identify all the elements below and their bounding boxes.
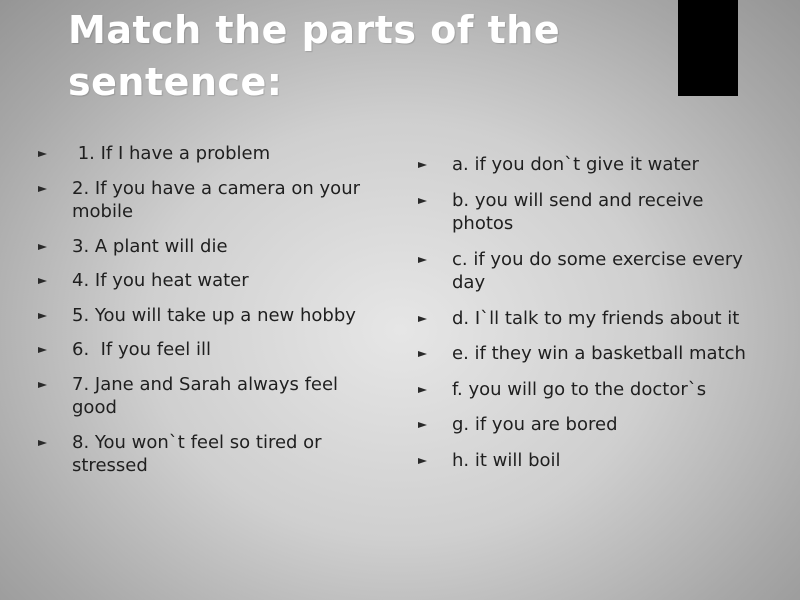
triangle-bullet-icon [38,382,47,388]
triangle-bullet-icon [418,458,427,464]
list-item [38,269,383,293]
list-item-text: a. if you don`t give it water [452,154,699,175]
triangle-bullet-icon [38,278,47,284]
list-item [38,177,383,224]
list-item-text: d. I`ll talk to my friends about it [452,307,740,329]
list-item [418,342,763,366]
triangle-bullet-icon [418,422,427,428]
triangle-bullet-icon [418,162,427,168]
slide-title-line1: Match the parts of the [68,8,561,52]
list-item-text: 1. If I have a problem [72,143,271,164]
list-item [38,338,383,362]
list-item [418,413,763,437]
list-item [418,153,763,177]
list-item-text: 2. If you have a camera on your mobile [72,177,360,222]
right-column-list [418,153,763,484]
list-item-text: 4. If you heat water [72,270,249,291]
list-item-text: b. you will send and receive photos [452,189,704,234]
list-item-text: c. if you do some exercise every day [452,248,743,293]
slide-title [68,4,608,108]
list-item [418,248,763,295]
list-item [418,307,763,331]
list-item [38,373,383,420]
list-item-text: g. if you are bored [452,414,618,435]
triangle-bullet-icon [418,257,427,263]
list-item-text: 3. A plant will die [72,235,228,257]
left-column-list [38,142,383,489]
list-item [38,235,383,259]
triangle-bullet-icon [38,440,47,446]
list-item [418,189,763,236]
triangle-bullet-icon [418,198,427,204]
list-item [38,304,383,328]
triangle-bullet-icon [418,351,427,357]
triangle-bullet-icon [38,244,47,250]
triangle-bullet-icon [418,387,427,393]
list-item-text: 7. Jane and Sarah always feel good [72,373,339,418]
list-item-text: 6. If you feel ill [72,339,211,360]
list-item-text: 5. You will take up a new hobby [72,304,356,326]
list-item-text: h. it will boil [452,449,561,471]
triangle-bullet-icon [38,186,47,192]
triangle-bullet-icon [418,316,427,322]
list-item [38,431,383,478]
triangle-bullet-icon [38,347,47,353]
slide-title-line2: sentence: [68,60,283,104]
triangle-bullet-icon [38,313,47,319]
black-rectangle [678,0,738,96]
list-item-text: e. if they win a basketball match [452,343,746,364]
list-item [38,142,383,166]
list-item-text: 8. You won`t feel so tired or stressed [72,431,322,476]
list-item-text: f. you will go to the doctor`s [452,378,707,400]
list-item [418,449,763,473]
triangle-bullet-icon [38,151,47,157]
list-item [418,378,763,402]
